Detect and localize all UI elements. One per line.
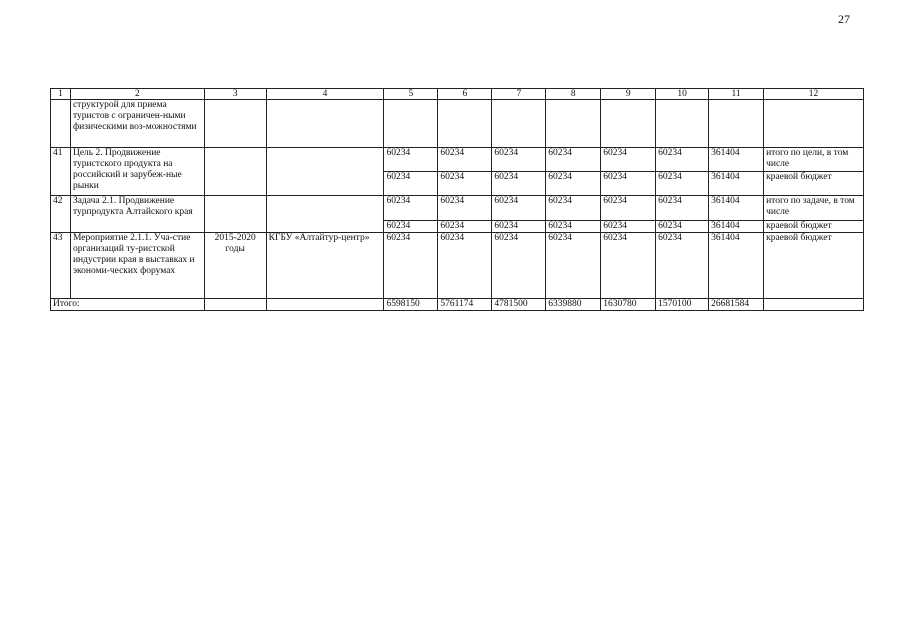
value-cell: 60234 [546,221,601,233]
value-cell: 361404 [709,172,764,196]
header-cell: 2 [70,89,204,100]
total-value: 4781500 [492,299,546,311]
value-cell: 60234 [438,172,492,196]
budget-table [50,88,864,311]
value-cell: 60234 [438,221,492,233]
value-cell: 60234 [492,148,546,172]
value-cell: 60234 [492,172,546,196]
value-cell: 60234 [546,172,601,196]
header-cell: 11 [709,89,764,100]
value-cell: 60234 [601,172,656,196]
total-row [51,299,864,311]
value-cell: 60234 [546,233,601,299]
value-cell: 60234 [384,233,438,299]
value-cell: 361404 [709,221,764,233]
header-cell: 1 [51,89,71,100]
value-cell: 60234 [438,148,492,172]
value-cell: 361404 [709,233,764,299]
page-number: 27 [838,12,850,26]
header-cell: 7 [492,89,546,100]
row-number: 43 [51,233,71,299]
table-row [51,148,864,172]
total-value: 6598150 [384,299,438,311]
value-cell: 60234 [492,196,546,221]
item-name: Задача 2.1. Продвижение турпродукта Алтайского края [70,196,204,233]
value-cell: 60234 [384,172,438,196]
period: 2015-2020 годы [204,233,266,299]
item-name: Мероприятие 2.1.1. Уча-стие организаций ту-ристской индустрии края в выставках и экономи-ческих форумах [70,233,204,299]
header-cell: 4 [266,89,384,100]
header-row [51,89,864,100]
total-value: 1570100 [656,299,709,311]
value-cell: 60234 [546,196,601,221]
value-cell: 60234 [601,148,656,172]
value-cell: 60234 [384,148,438,172]
value-cell: 60234 [656,233,709,299]
funding-source: итого по цели, в том числе [764,148,864,172]
header-cell: 10 [656,89,709,100]
value-cell: 60234 [656,221,709,233]
header-cell: 12 [764,89,864,100]
funding-source: краевой бюджет [764,233,864,299]
value-cell: 60234 [601,221,656,233]
value-cell: 60234 [492,233,546,299]
table-row [51,196,864,221]
item-name: Цель 2. Продвижение туристского продукта на российский и зарубеж-ные рынки [70,148,204,196]
value-cell: 60234 [601,233,656,299]
value-cell: 60234 [438,233,492,299]
funding-source: краевой бюджет [764,172,864,196]
total-value: 6339880 [546,299,601,311]
executor: КГБУ «Алтайтур-центр» [266,233,384,299]
funding-source: итого по задаче, в том числе [764,196,864,221]
value-cell: 361404 [709,196,764,221]
value-cell: 361404 [709,148,764,172]
table-row [51,233,864,299]
total-value: 26681584 [709,299,764,311]
funding-source: краевой бюджет [764,221,864,233]
value-cell: 60234 [601,196,656,221]
value-cell: 60234 [384,221,438,233]
total-value: 5761174 [438,299,492,311]
header-cell: 9 [601,89,656,100]
table-row [51,100,864,148]
row-number: 41 [51,148,71,196]
value-cell: 60234 [546,148,601,172]
row-number: 42 [51,196,71,233]
header-cell: 5 [384,89,438,100]
total-label: Итого: [51,299,205,311]
value-cell: 60234 [492,221,546,233]
header-cell: 6 [438,89,492,100]
item-name: структурой для приема туристов с ограничен-ными физическими воз-можностями [70,100,204,148]
value-cell: 60234 [438,196,492,221]
value-cell: 60234 [656,196,709,221]
value-cell: 60234 [384,196,438,221]
total-value: 1630780 [601,299,656,311]
value-cell: 60234 [656,148,709,172]
value-cell: 60234 [656,172,709,196]
header-cell: 3 [204,89,266,100]
header-cell: 8 [546,89,601,100]
